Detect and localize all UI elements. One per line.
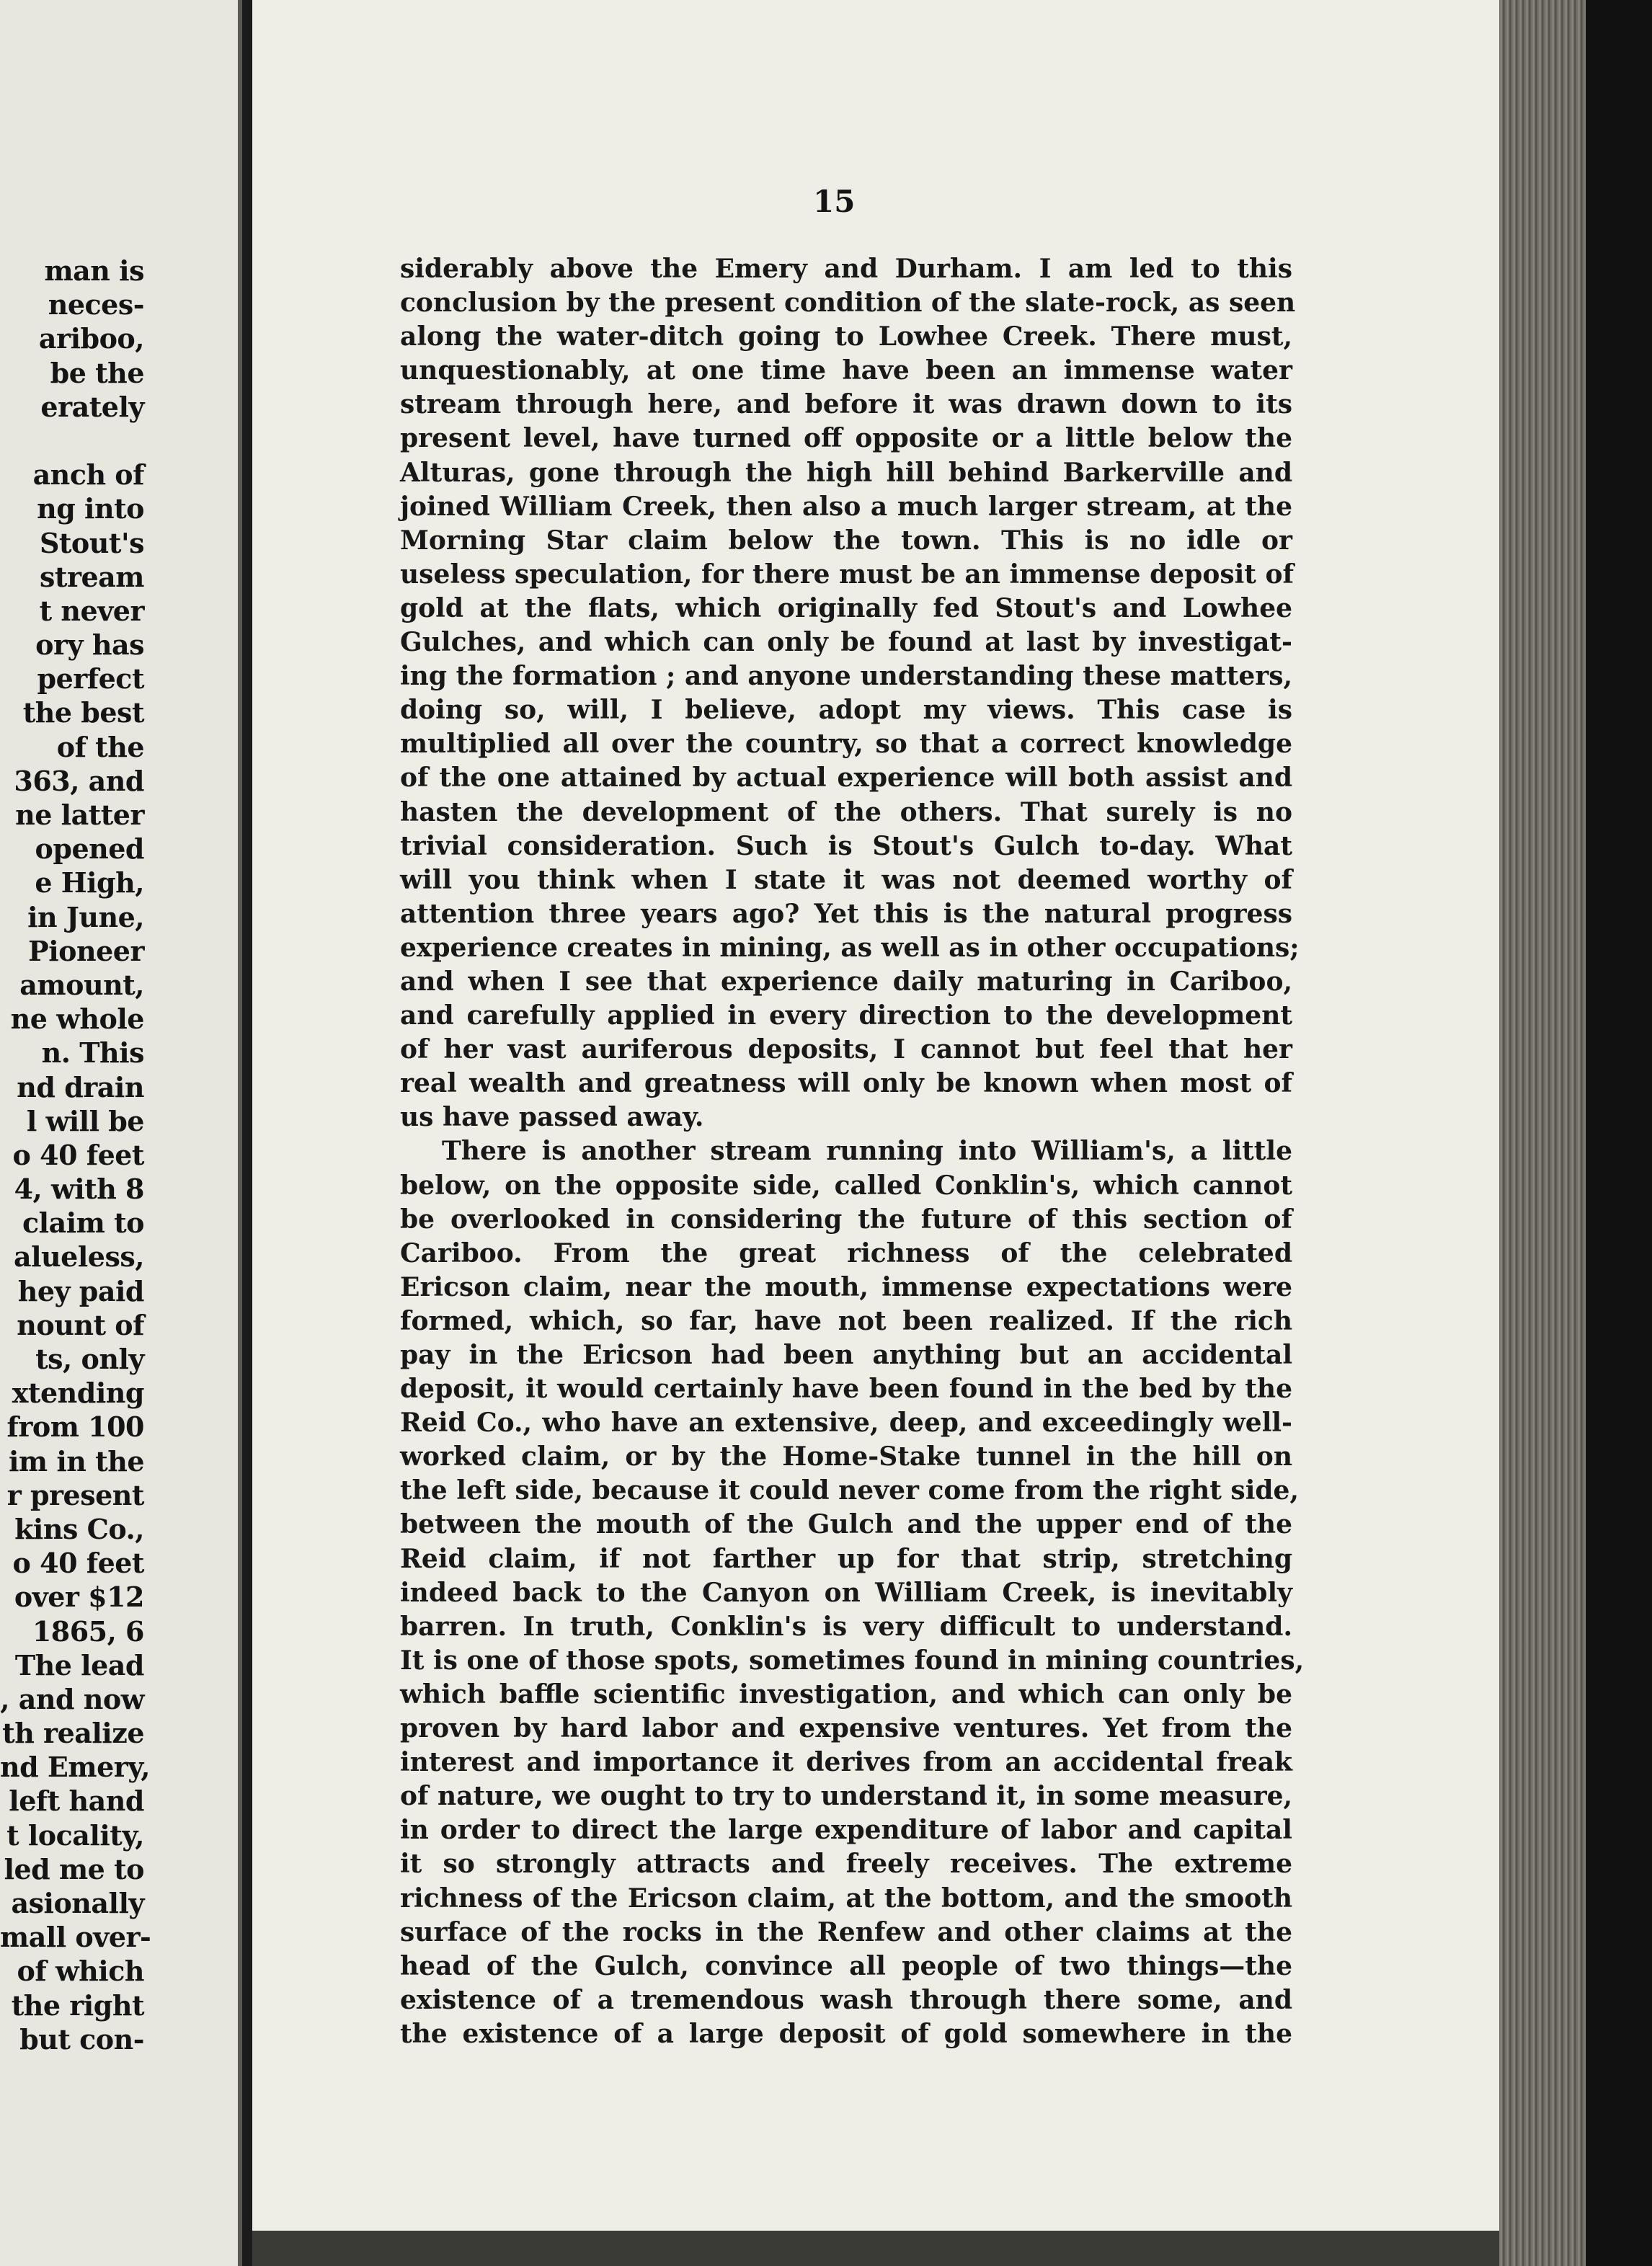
previous-page-line: 4, with 8 — [14, 1173, 144, 1206]
previous-page-line: , and now — [0, 1682, 144, 1715]
previous-page-line: th realize — [2, 1717, 144, 1750]
previous-page-line: n. This — [41, 1036, 144, 1070]
text-line: ing the formation ; and anyone understanding these matters, — [400, 661, 1292, 692]
text-line: useless speculation, for there must be an immense deposit of — [400, 559, 1294, 590]
previous-page-line: o 40 feet — [12, 1547, 144, 1580]
previous-page — [0, 0, 238, 2266]
text-line: Reid claim, if not farther up for that strip, stretching — [400, 1543, 1292, 1574]
text-line: the left side, because it could never come from the right side, — [400, 1475, 1299, 1506]
previous-page-line: in June, — [27, 900, 144, 933]
text-line: attention three years ago? Yet this is the natural progress — [400, 898, 1292, 929]
previous-page-line: man is — [44, 254, 144, 287]
previous-page-line — [0, 424, 144, 458]
previous-page-line: of which — [17, 1955, 144, 1988]
previous-page-line: the right — [11, 1989, 144, 2022]
text-line: Ericson claim, near the mouth, immense expectations were — [400, 1271, 1292, 1302]
text-line: of nature, we ought to try to understand it, in some measure, — [400, 1781, 1293, 1812]
text-line: worked claim, or by the Home-Stake tunnel in the hill on — [400, 1441, 1292, 1472]
previous-page-line: nd Emery, — [0, 1751, 150, 1784]
text-line: proven by hard labor and expensive ventures. Yet from the — [400, 1713, 1292, 1744]
previous-page-line: opened — [35, 832, 144, 866]
page-bottom-shadow — [252, 2231, 1499, 2266]
text-line: and when I see that experience daily maturing in Cariboo, — [400, 966, 1292, 997]
text-line: present level, have turned off opposite or a little below the — [400, 423, 1292, 454]
text-line: doing so, will, I believe, adopt my views. This case is — [400, 695, 1292, 726]
text-line: richness of the Ericson claim, at the bottom, and the smooth — [400, 1883, 1292, 1914]
previous-page-line: but con- — [19, 2022, 144, 2056]
previous-page-line: o 40 feet — [12, 1138, 144, 1171]
text-line: which baffle scientific investigation, and which can only be — [400, 1679, 1292, 1710]
text-line: indeed back to the Canyon on William Creek, is inevitably — [400, 1577, 1292, 1608]
previous-page-line: ne whole — [10, 1003, 144, 1036]
text-line: it so strongly attracts and freely receives. The extreme — [400, 1849, 1292, 1880]
previous-page-line: the best — [22, 696, 144, 729]
text-line: interest and importance it derives from an accidental freak — [400, 1747, 1292, 1778]
previous-page-line: stream — [40, 560, 144, 593]
text-line: Morning Star claim below the town. This is no idle or — [400, 525, 1292, 556]
previous-page-line: Stout's — [39, 526, 144, 559]
text-line: of the one attained by actual experience will both assist and — [400, 763, 1292, 794]
previous-page-line: asionally — [11, 1887, 144, 1919]
text-line: be overlooked in considering the future of this section of — [400, 1204, 1292, 1235]
previous-page-line: r present — [6, 1478, 144, 1511]
text-line: surface of the rocks in the Renfew and other claims at the — [400, 1916, 1292, 1947]
text-line: formed, which, so far, have not been realized. If the rich — [400, 1305, 1292, 1336]
previous-page-line: kins Co., — [14, 1512, 144, 1545]
previous-page-line: led me to — [4, 1852, 144, 1885]
previous-page-line: xtending — [12, 1377, 144, 1410]
previous-page-line: left hand — [9, 1785, 144, 1818]
text-line: hasten the development of the others. That surely is no — [400, 796, 1292, 827]
previous-page-line: over $12 — [14, 1581, 144, 1614]
text-line: deposit, it would certainly have been found in the bed by the — [400, 1374, 1292, 1405]
previous-page-line: 1865, 6 — [32, 1614, 144, 1648]
previous-page-line: nount of — [17, 1308, 144, 1341]
previous-page-line: t never — [39, 594, 144, 627]
text-line: and carefully applied in every direction to the development — [400, 1000, 1292, 1031]
text-line: trivial consideration. Such is Stout's Gulch to-day. What — [400, 830, 1292, 861]
text-line: us have passed away. — [400, 1102, 704, 1133]
text-line: Reid Co., who have an extensive, deep, and exceedingly well- — [400, 1408, 1292, 1439]
previous-page-line: erately — [40, 390, 144, 423]
text-line: pay in the Ericson had been anything but an accidental — [400, 1340, 1292, 1370]
text-line: experience creates in mining, as well as in other occupations; — [400, 932, 1300, 963]
text-line: gold at the flats, which originally fed Stout's and Lowhee — [400, 592, 1292, 623]
text-line: existence of a tremendous wash through there some, and — [400, 1984, 1292, 2015]
book-edge-shadow — [1586, 0, 1652, 2266]
previous-page-line: l will be — [26, 1104, 144, 1137]
previous-page-text — [0, 254, 151, 2056]
previous-page-line: ory has — [35, 628, 144, 662]
text-line: Alturas, gone through the high hill behind Barkerville and — [400, 457, 1292, 488]
text-line: head of the Gulch, convince all people of two things—the — [400, 1950, 1292, 1981]
text-line: joined William Creek, then also a much larger stream, at the — [400, 491, 1292, 522]
previous-page-line: t locality, — [6, 1818, 144, 1852]
previous-page-line: im in the — [8, 1444, 144, 1478]
text-line: stream through here, and before it was drawn down to its — [400, 389, 1292, 420]
page-body-text — [400, 252, 1305, 2051]
previous-page-line: nd drain — [17, 1070, 144, 1103]
previous-page-line: The lead — [14, 1648, 144, 1681]
page-number: 15 — [813, 184, 856, 219]
text-line: There is another stream running into William's, a little — [442, 1136, 1292, 1167]
text-line: barren. In truth, Conklin's is very difficult to understand. — [400, 1611, 1292, 1642]
previous-page-line: Pioneer — [28, 934, 144, 967]
text-line: It is one of those spots, sometimes found in mining countries, — [400, 1645, 1305, 1676]
text-line: Gulches, and which can only be found at last by investigat- — [400, 627, 1292, 658]
text-line: the existence of a large deposit of gold somewhere in the — [400, 2018, 1292, 2049]
previous-page-line: alueless, — [14, 1240, 144, 1274]
text-line: below, on the opposite side, called Conklin's, which cannot — [400, 1170, 1292, 1201]
previous-page-line: of the — [56, 730, 144, 763]
previous-page-line: claim to — [22, 1207, 144, 1240]
text-line: along the water-ditch going to Lowhee Creek. There must, — [400, 321, 1292, 352]
text-line: of her vast auriferous deposits, I cannot but feel that her — [400, 1034, 1292, 1065]
previous-page-line: neces- — [48, 288, 144, 321]
previous-page-line: ts, only — [35, 1343, 144, 1375]
previous-page-line: ng into — [37, 492, 144, 525]
text-line: will you think when I state it was not deemed worthy of — [400, 864, 1292, 895]
text-line: conclusion by the present condition of the slate-rock, as seen — [400, 288, 1296, 319]
text-line: multiplied all over the country, so that a correct knowledge — [400, 729, 1292, 760]
text-line: between the mouth of the Gulch and the upper end of the — [400, 1509, 1292, 1540]
previous-page-line: amount, — [19, 968, 144, 1001]
text-line: unquestionably, at one time have been an immense water — [400, 355, 1292, 386]
previous-page-line: ne latter — [15, 799, 144, 831]
previous-page-line: anch of — [32, 458, 144, 492]
previous-page-line: be the — [50, 356, 144, 389]
previous-page-line: hey paid — [17, 1274, 144, 1307]
text-line: real wealth and greatness will only be known when most of — [400, 1068, 1292, 1099]
text-line: in order to direct the large expenditure of labor and capital — [400, 1815, 1292, 1846]
previous-page-line: mall over- — [0, 1921, 151, 1954]
text-line: siderably above the Emery and Durham. I am led to this — [400, 254, 1292, 284]
previous-page-line: e High, — [35, 866, 144, 899]
page-gutter — [242, 0, 252, 2266]
previous-page-line: 363, and — [14, 764, 144, 797]
previous-page-line: ariboo, — [38, 322, 144, 355]
text-line: Cariboo. From the great richness of the celebrated — [400, 1238, 1292, 1268]
previous-page-line: perfect — [37, 662, 144, 696]
previous-page-line: from 100 — [6, 1410, 144, 1444]
